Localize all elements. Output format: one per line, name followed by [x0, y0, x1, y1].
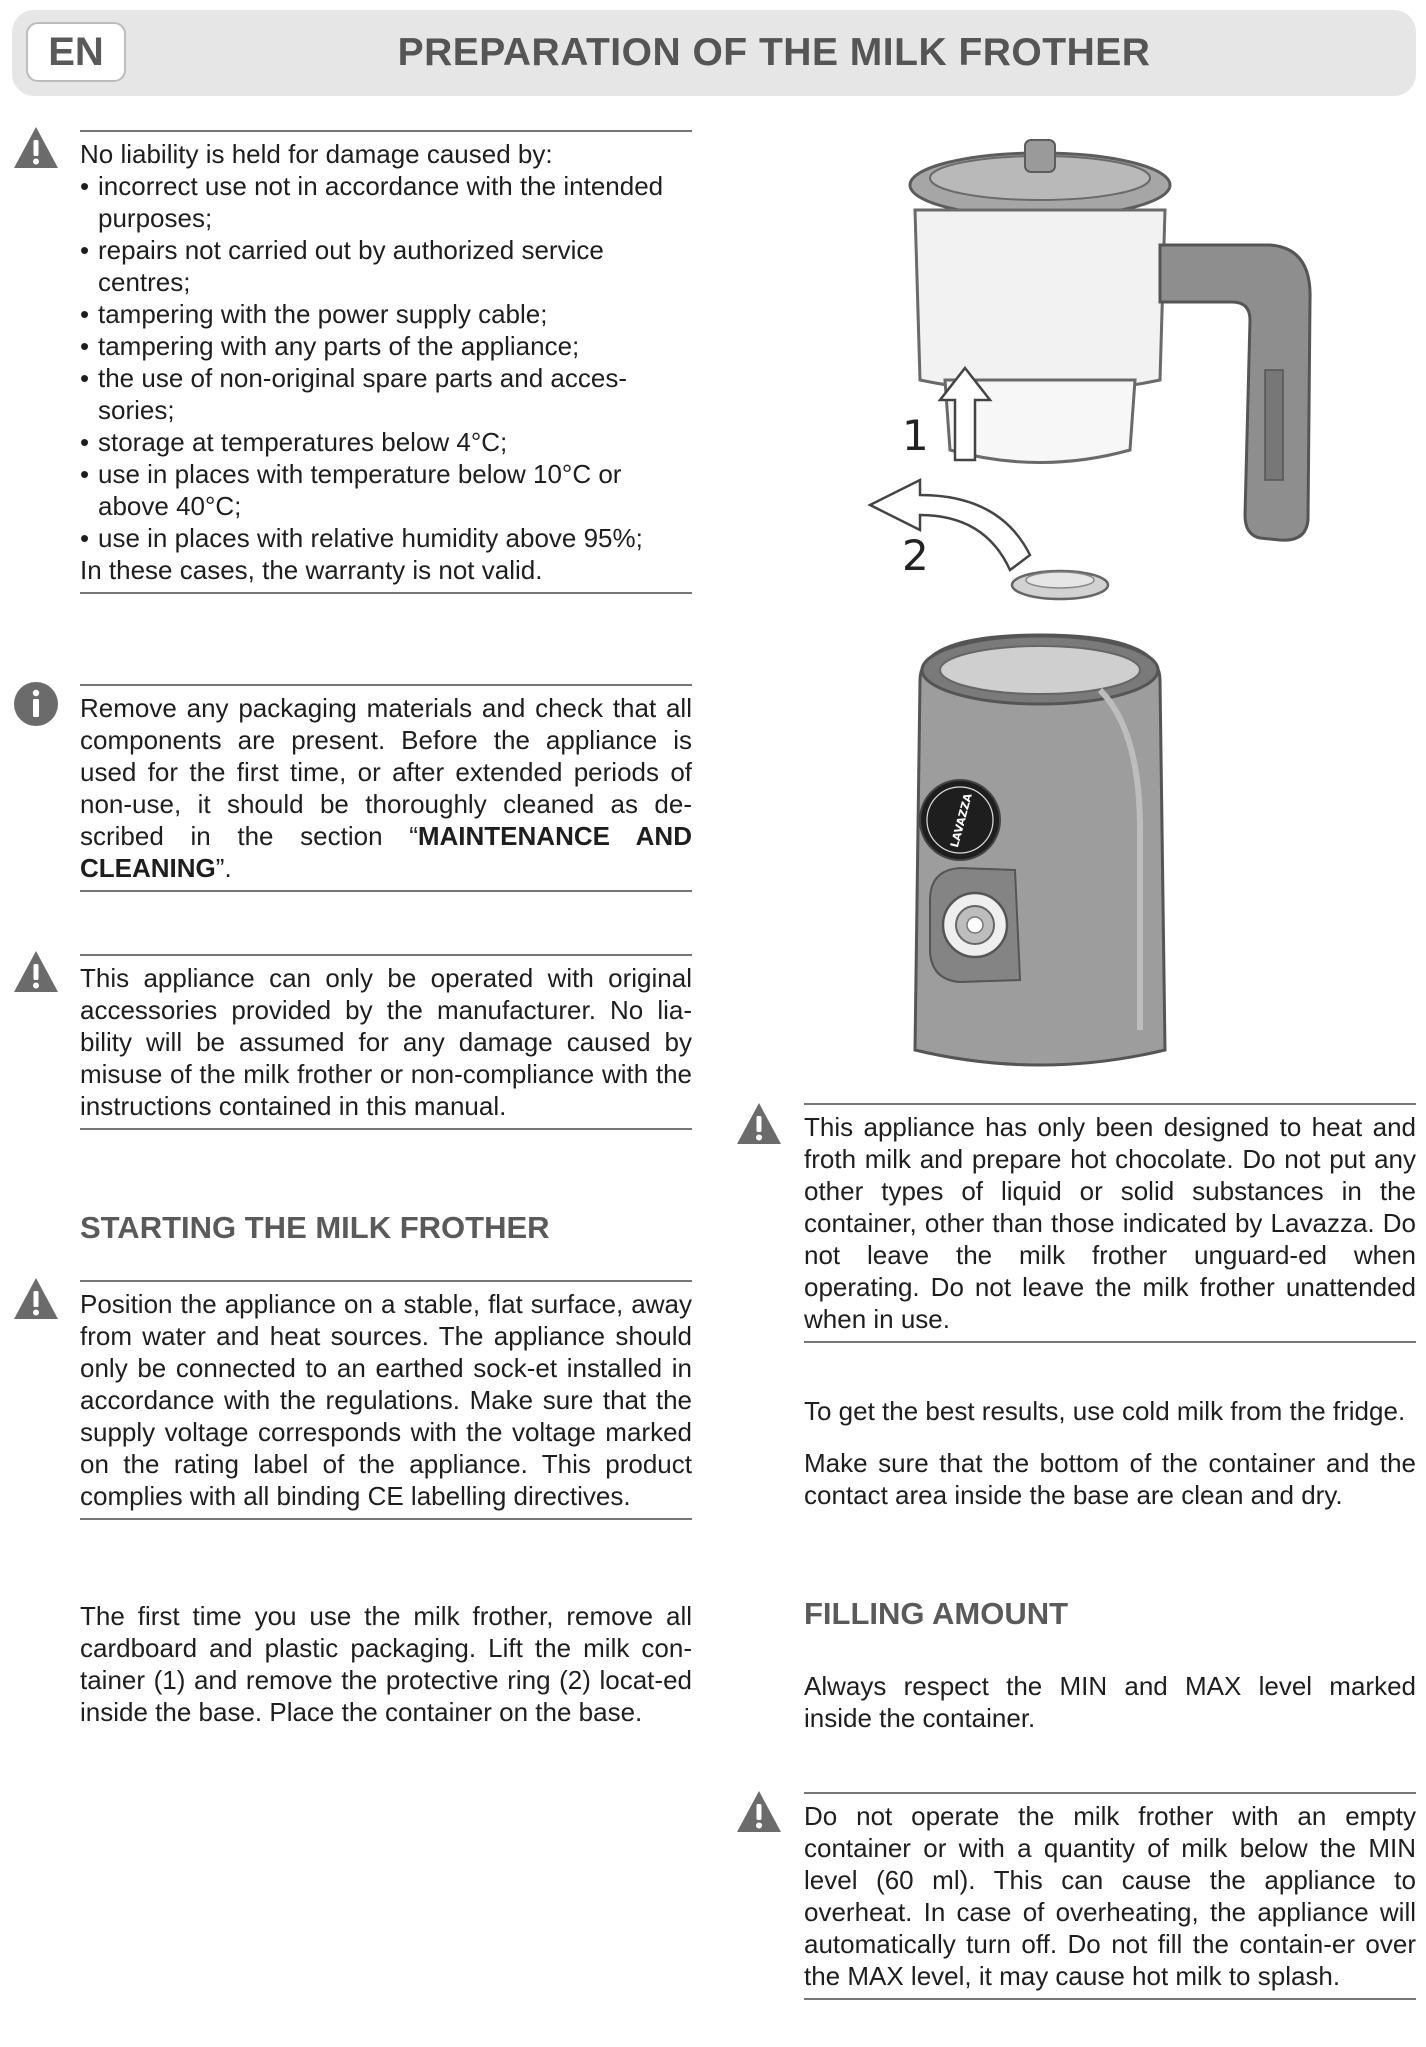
brand-logo-text: LAVAZZA [947, 791, 975, 849]
page-title: PREPARATION OF THE MILK FROTHER [397, 31, 1151, 74]
intended-use-warning-text: This appliance has only been designed to heat and froth milk and prepare hot chocolate. Do not put any other types of liquid or solid substances in the container, other than those indicated by Lavazza. Do not leave the milk frother unguard-ed when operating. Do not leave the milk frother unattended when in use. [804, 1112, 1416, 1334]
liability-notice [80, 130, 692, 594]
info-note [80, 684, 692, 892]
list-item: • repairs not carried out by authorized service centres; [80, 234, 692, 298]
warning-icon [735, 1788, 783, 1836]
accessories-warning-text: This appliance can only be operated with original accessories provided by the manufacturer. No lia-bility will be assumed for any damage caused by misuse of the milk frother or non-compliance with the instructions contained in this manual. [80, 963, 692, 1121]
list-item: • storage at temperatures below 4°C; [80, 426, 692, 458]
maintenance-section-ref: MAINTENANCE AND CLEANING [80, 821, 692, 883]
info-note-end: ”. [215, 853, 232, 883]
tips [804, 1395, 1416, 1511]
warning-icon [12, 124, 60, 172]
section-heading-filling: FILLING AMOUNT [804, 1596, 1069, 1631]
tip-clean-dry: Make sure that the bottom of the container and the contact area inside the base are clean and dry. [804, 1448, 1416, 1510]
liability-closing: In these cases, the warranty is not valid. [80, 555, 543, 585]
list-item: • tampering with the power supply cable; [80, 298, 692, 330]
positioning-warning [80, 1280, 692, 1520]
liability-list [80, 170, 692, 554]
filling-text: Always respect the MIN and MAX level marked inside the container. [804, 1671, 1416, 1733]
list-item: • tampering with any parts of the appliance; [80, 330, 692, 362]
info-note-text [80, 692, 692, 884]
info-icon [12, 680, 60, 728]
callout-label-2: 2 [902, 531, 929, 580]
language-badge: EN [26, 22, 126, 82]
filling-level-warning [804, 1792, 1416, 2000]
page-header [12, 10, 1416, 96]
list-item: • incorrect use not in accordance with the intended purposes; [80, 170, 692, 234]
first-use-text: The first time you use the milk frother, remove all cardboard and plastic packaging. Lift the milk con-tainer (1) and remove the protective ring (2) locat-ed inside the base. Place the container on the base. [80, 1601, 692, 1727]
positioning-warning-text: Position the appliance on a stable, flat surface, away from water and heat sources. The appliance should only be connected to an earthed sock-et installed in accordance with the regulations. Make sure that the supply voltage corresponds with the voltage marked on the rating label of the appliance. This product complies with all binding CE labelling directives. [80, 1289, 692, 1511]
section-heading-starting: STARTING THE MILK FROTHER [80, 1210, 550, 1245]
tip-cold-milk: To get the best results, use cold milk from the fridge. [804, 1396, 1406, 1426]
list-item: • the use of non-original spare parts and acces-sories; [80, 362, 692, 426]
milk-frother-illustration [840, 130, 1340, 1080]
accessories-warning [80, 954, 692, 1130]
warning-icon [12, 948, 60, 996]
intended-use-warning [804, 1103, 1416, 1343]
list-item: • use in places with temperature below 10°C or above 40°C; [80, 458, 692, 522]
warning-icon [12, 1275, 60, 1323]
filling-instructions [804, 1670, 1416, 1734]
callout-label-1: 1 [902, 411, 929, 460]
first-use-instructions [80, 1600, 692, 1728]
info-note-body: Remove any packaging materials and check that all components are present. Before the appliance is used for the first time, or after extended periods of non-use, it should be thoroughly cleaned as de-scribed in the section “ [80, 693, 692, 851]
liability-intro: No liability is held for damage caused by: [80, 139, 553, 169]
filling-level-warning-text: Do not operate the milk frother with an empty container or with a quantity of milk below the MIN level (60 ml). This can cause the appliance to overheat. In case of overheating, the appliance will automatically turn off. Do not fill the contain-er over the MAX level, it may cause hot milk to splash. [804, 1801, 1416, 1991]
list-item: • use in places with relative humidity above 95%; [80, 522, 692, 554]
warning-icon [735, 1100, 783, 1148]
